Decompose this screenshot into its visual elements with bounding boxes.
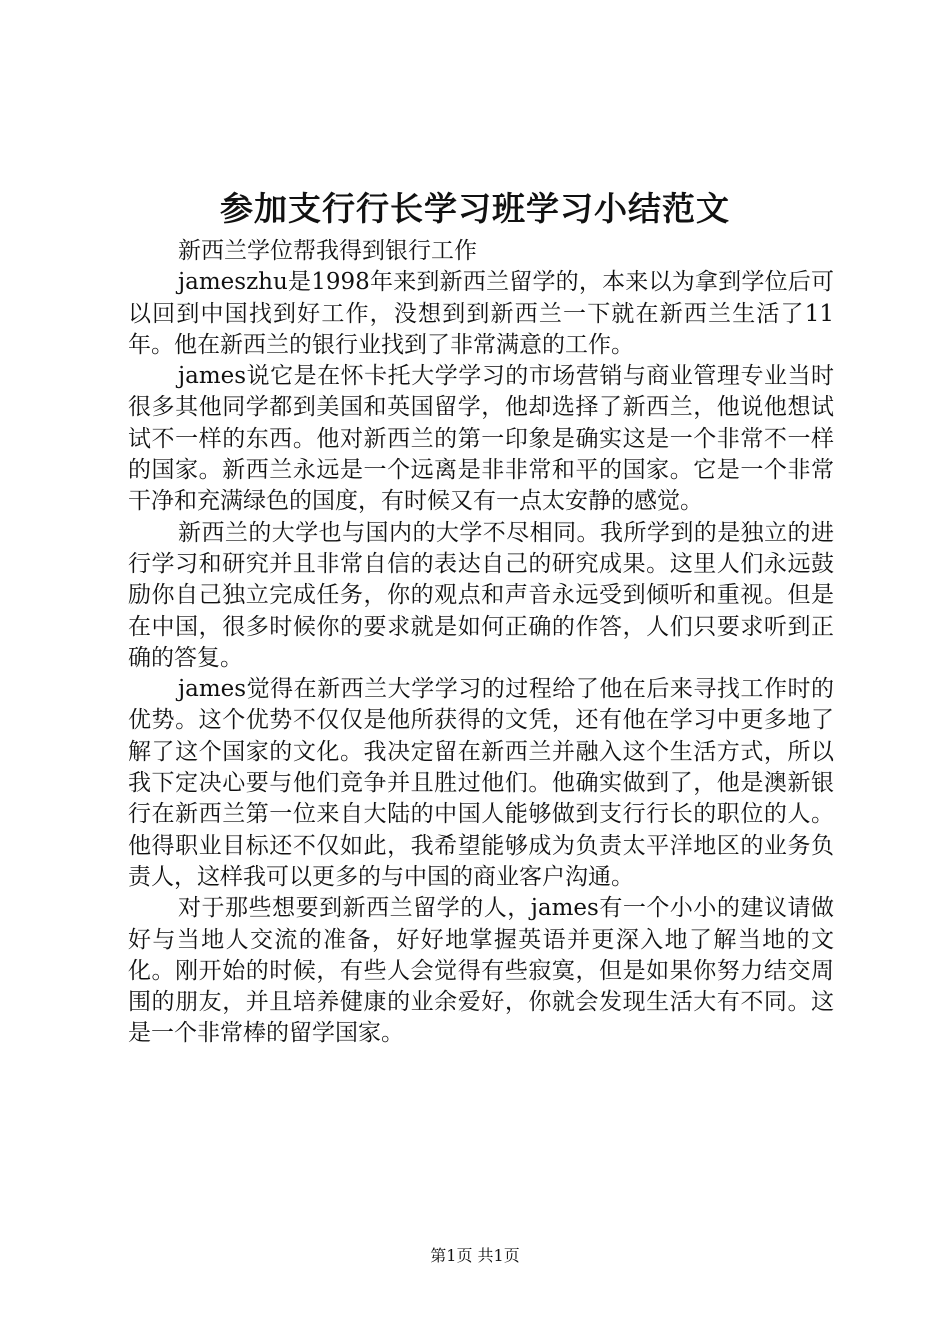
body-paragraph: james觉得在新西兰大学学习的过程给了他在后来寻找工作时的优势。这个优势不仅仅是他所获得的文凭，还有他在学习中更多地了解了这个国家的文化。我决定留在新西兰并融入这个生活方式，所以我下定决心要与他们竞争并且胜过他们。他确实做到了，他是澳新银行在新西兰第一位来自大陆的中国人能够做到支行行长的职位的人。他得职业目标还不仅如此，我希望能够成为负责太平洋地区的业务负责人，这样我可以更多的与中国的商业客户沟通。 — [128, 676, 834, 890]
subtitle-paragraph: 新西兰学位帮我得到银行工作 — [178, 238, 477, 264]
body-paragraph: 对于那些想要到新西兰留学的人，james有一个小小的建议请做好与当地人交流的准备，好好地掌握英语并更深入地了解当地的文化。刚开始的时候，有些人会觉得有些寂寞，但是如果你努力结交周围的朋友，并且培养健康的业余爱好，你就会发现生活大有不同。这是一个非常棒的留学国家。 — [128, 895, 834, 1047]
body-paragraph: 新西兰的大学也与国内的大学不尽相同。我所学到的是独立的进行学习和研究并且非常自信的表达自己的研究成果。这里人们永远鼓励你自己独立完成任务，你的观点和声音永远受到倾听和重视。但是在中国，很多时候你的要求就是如何正确的作答，人们只要求听到正确的答复。 — [128, 519, 834, 671]
body-paragraph: jameszhu是1998年来到新西兰留学的，本来以为拿到学位后可以回到中国找到好工作，没想到到新西兰一下就在新西兰生活了11年。他在新西兰的银行业找到了非常满意的工作。 — [128, 269, 834, 358]
document-body — [128, 236, 834, 1050]
page-footer: 第1页 共1页 — [430, 1246, 520, 1265]
document-title: 参加支行行长学习班学习小结范文 — [220, 189, 730, 228]
body-paragraph: james说它是在怀卡托大学学习的市场营销与商业管理专业当时很多其他同学都到美国和英国留学，他却选择了新西兰，他说他想试试不一样的东西。他对新西兰的第一印象是确实这是一个非常不一样的国家。新西兰永远是一个远离是非非常和平的国家。它是一个非常干净和充满绿色的国度，有时候又有一点太安静的感觉。 — [128, 363, 834, 515]
